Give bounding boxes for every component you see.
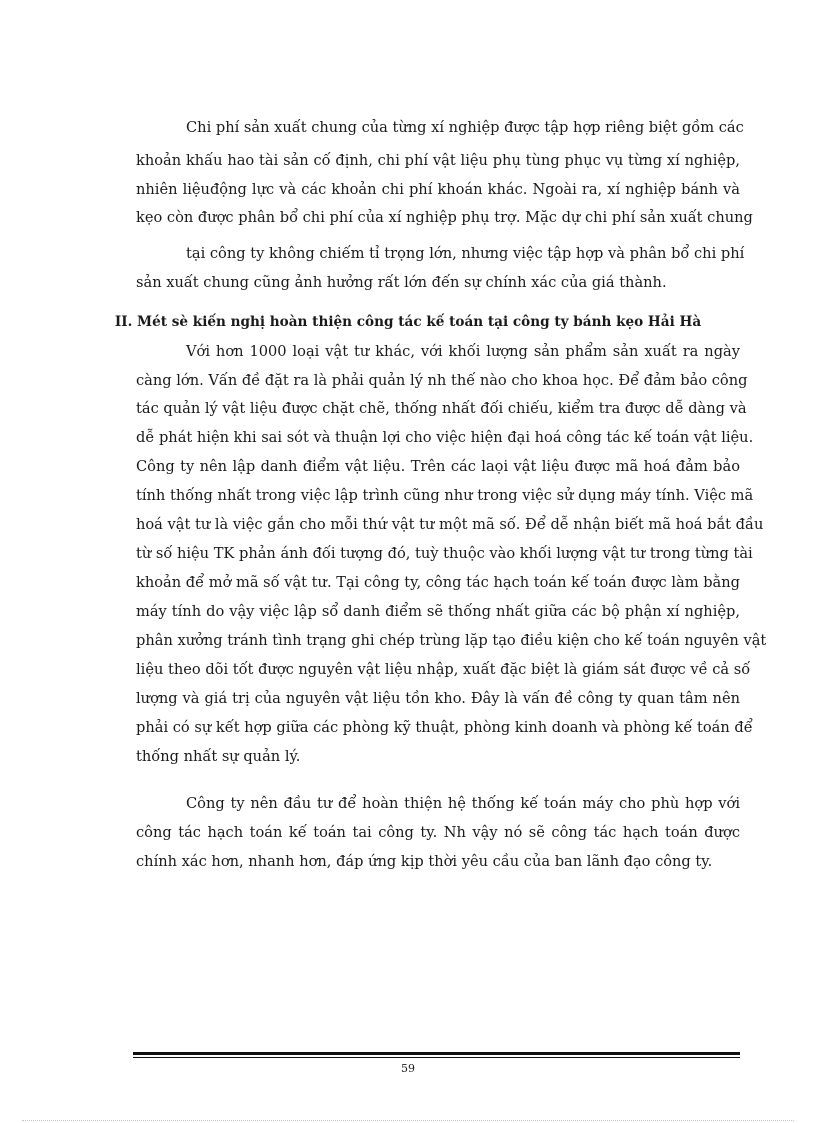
paragraph-line: từ số hiệu TK phản ánh đối tượng đó, tuỳ thuộc vào khối lượng vật tư trong từng tài	[136, 545, 753, 562]
paragraph-line: càng lớn. Vấn đề đặt ra là phải quản lý nh thế nào cho khoa học. Để đảm bảo công	[136, 372, 748, 389]
page-number: 59	[401, 1062, 415, 1075]
paragraph-line: khoản để mở mã số vật tư. Tại công ty, công tác hạch toán kế toán được làm bằng	[136, 574, 740, 591]
section-heading: II. Mét sè kiến nghị hoàn thiện công tác kế toán tại công ty bánh kẹo Hải Hà	[114, 314, 702, 330]
paragraph-line: lượng và giá trị của nguyên vật liệu tồn kho. Đây là vấn đề công ty quan tâm nên	[136, 690, 740, 707]
paragraph-line: Công ty nên đầu tư để hoàn thiện hệ thống kế toán máy cho phù hợp với	[186, 795, 740, 812]
paragraph-line: kẹo còn được phân bổ chi phí của xí nghiệp phụ trợ. Mặc dự chi phí sản xuất chung	[136, 209, 753, 226]
paragraph-line: thống nhất sự quản lý.	[136, 748, 301, 765]
paragraph-line: máy tính do vậy việc lập sổ danh điểm sẽ thống nhất giữa các bộ phận xí nghiệp,	[136, 603, 740, 620]
paragraph-line: phải có sự kết hợp giữa các phòng kỹ thuật, phòng kinh doanh và phòng kế toán để	[136, 719, 753, 736]
paragraph-line: Với hơn 1000 loại vật tư khác, với khối lượng sản phẩm sản xuất ra ngày	[186, 343, 740, 360]
paragraph-line: dễ phát hiện khi sai sót và thuận lợi cho việc hiện đại hoá công tác kế toán vật liệu.	[136, 429, 754, 446]
paragraph-line: khoản khấu hao tài sản cố định, chi phí vật liệu phụ tùng phục vụ từng xí nghiệp,	[136, 152, 740, 169]
footer-rule-thick	[133, 1052, 740, 1055]
paragraph-line: sản xuất chung cũng ảnh hưởng rất lớn đến sự chính xác của giá thành.	[136, 274, 667, 291]
paragraph-line: tính thống nhất trong việc lập trình cũng như trong việc sử dụng máy tính. Việc mã	[136, 487, 754, 504]
paragraph-line: Công ty nên lập danh điểm vật liệu. Trên các laọi vật liệu được mã hoá đảm bảo	[136, 458, 740, 475]
paragraph-line: liệu theo dõi tốt được nguyên vật liệu nhập, xuất đặc biệt là giám sát được về cả số	[136, 661, 751, 678]
footer-rule-thin	[133, 1057, 740, 1058]
paragraph-line: hoá vật tư là việc gắn cho mỗi thứ vật tư một mã số. Để dễ nhận biết mã hoá bắt đầu	[136, 516, 764, 533]
paragraph-line: tại công ty không chiếm tỉ trọng lớn, nhưng việc tập hợp và phân bổ chi phí	[186, 245, 745, 262]
paragraph-line: Chi phí sản xuất chung của từng xí nghiệp được tập hợp riêng biệt gồm các	[186, 119, 744, 136]
paragraph-line: phân xưởng tránh tình trạng ghi chép trùng lặp tạo điều kiện cho kế toán nguyên vật	[136, 632, 767, 649]
paragraph-line: tác quản lý vật liệu được chặt chẽ, thống nhất đối chiếu, kiểm tra được dễ dàng và	[136, 400, 747, 417]
paragraph-line: nhiên liệuđộng lực và các khoản chi phí khoán khác. Ngoài ra, xí nghiệp bánh và	[136, 181, 740, 198]
paragraph-line: công tác hạch toán kế toán tai công ty. Nh vậy nó sẽ công tác hạch toán được	[136, 824, 740, 841]
paragraph-line: chính xác hơn, nhanh hơn, đáp ứng kịp thời yêu cầu của ban lãnh đạo công ty.	[136, 853, 713, 870]
page-edge-dotted-line	[22, 1120, 794, 1121]
